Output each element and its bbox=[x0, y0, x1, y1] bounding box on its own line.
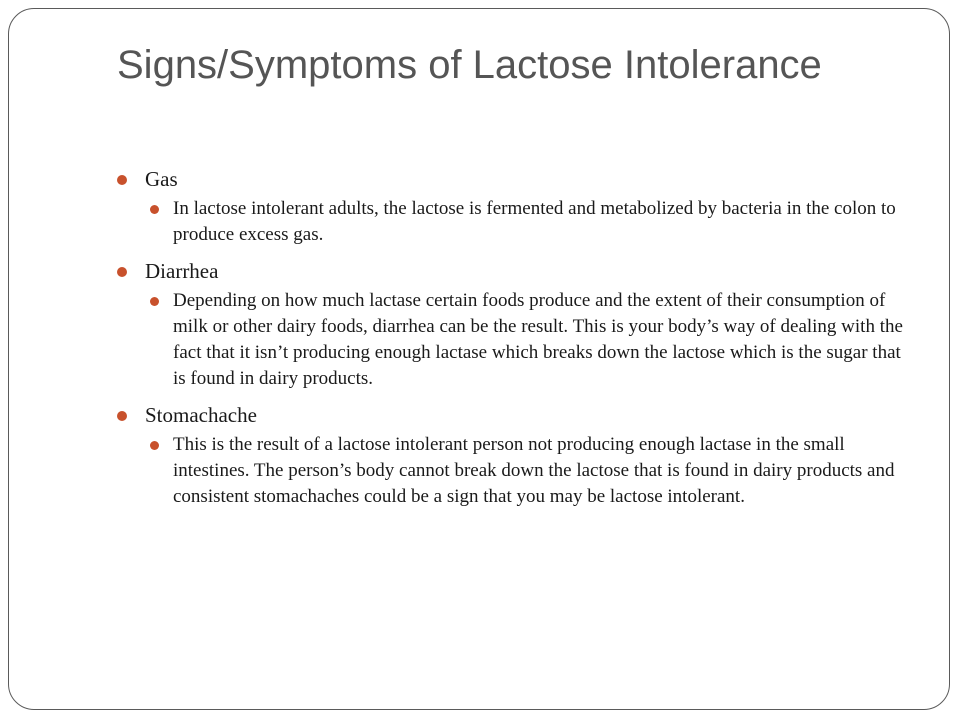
bullet-heading: Diarrhea bbox=[145, 259, 219, 283]
bullet-item-stomachache bbox=[114, 401, 914, 430]
bullet-dot-icon bbox=[117, 411, 127, 421]
bullet-dot-icon bbox=[117, 267, 127, 277]
bullet-heading: Stomachache bbox=[145, 403, 257, 427]
slide-frame bbox=[8, 8, 950, 710]
sub-bullet-gas bbox=[114, 196, 908, 248]
bullet-detail: This is the result of a lactose intolerant person not producing enough lactase in the small intestines. The person’s body cannot break down the lactose that is found in dairy products and consistent stomachaches could be a sign that you may be lactose intolerant. bbox=[173, 434, 895, 507]
slide-content bbox=[114, 165, 914, 519]
bullet-dot-icon bbox=[150, 297, 159, 306]
bullet-dot-icon bbox=[117, 175, 127, 185]
bullet-detail: In lactose intolerant adults, the lactose is fermented and metabolized by bacteria in the colon to produce excess gas. bbox=[173, 198, 896, 245]
sub-bullet-diarrhea bbox=[114, 288, 908, 392]
bullet-detail: Depending on how much lactase certain foods produce and the extent of their consumption of milk or other dairy foods, diarrhea can be the result. This is your body’s way of dealing with the fact that it isn’t producing enough lactase which breaks down the lactose which is the sugar that is found in dairy products. bbox=[173, 290, 903, 389]
bullet-item-diarrhea bbox=[114, 257, 914, 286]
bullet-item-gas bbox=[114, 165, 914, 194]
bullet-dot-icon bbox=[150, 205, 159, 214]
slide-title: Signs/Symptoms of Lactose Intolerance bbox=[117, 43, 822, 87]
bullet-dot-icon bbox=[150, 441, 159, 450]
bullet-heading: Gas bbox=[145, 167, 178, 191]
sub-bullet-stomachache bbox=[114, 432, 908, 510]
